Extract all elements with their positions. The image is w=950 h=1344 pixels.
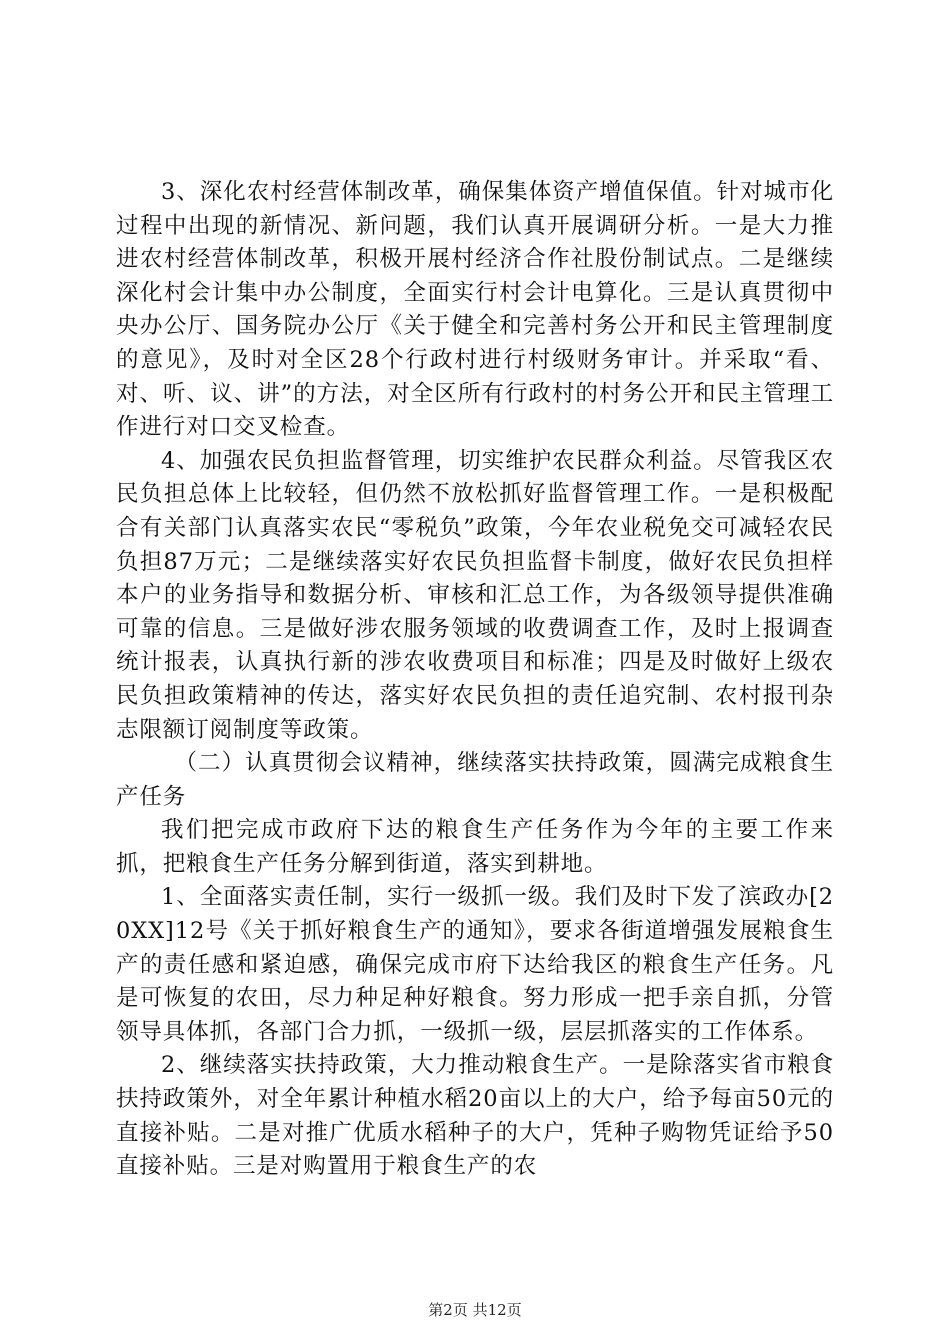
- document-body: [116, 176, 834, 1184]
- paragraph-item-3: 3、深化农村经营体制改革，确保集体资产增值保值。针对城市化过程中出现的新情况、新问题，我们认真开展调研分析。一是大力推进农村经营体制改革，积极开展村经济合作社股份制试点。二是继续深化村会计集中办公制度，全面实行村会计电算化。三是认真贯彻中央办公厅、国务院办公厅《关于健全和完善村务公开和民主管理制度的意见》，及时对全区28个行政村进行村级财务审计。并采取“看、对、听、议、讲”的方法，对全区所有行政村的村务公开和民主管理工作进行对口交叉检查。: [116, 179, 834, 441]
- paragraph-item-2: 2、继续落实扶持政策，大力推动粮食生产。一是除落实省市粮食扶持政策外，对全年累计种植水稻20亩以上的大户，给予每亩50元的直接补贴。二是对推广优质水稻种子的大户，凭种子购物凭证给予50直接补贴。三是对购置用于粮食生产的农: [116, 1052, 834, 1180]
- paragraph-item-4: 4、加强农民负担监督管理，切实维护农民群众利益。尽管我区农民负担总体上比较轻，但仍然不放松抓好监督管理工作。一是积极配合有关部门认真落实农民“零税负”政策，今年农业税免交可减轻农民负担87万元；二是继续落实好农民负担监督卡制度，做好农民负担样本户的业务指导和数据分析、审核和汇总工作，为各级领导提供准确可靠的信息。三是做好涉农服务领域的收费调查工作，及时上报调查统计报表，认真执行新的涉农收费项目和标准；四是及时做好上级农民负担政策精神的传达，落实好农民负担的责任追究制、农村报刊杂志限额订阅制度等政策。: [116, 447, 834, 743]
- section-heading: （二）认真贯彻会议精神，继续落实扶持政策，圆满完成粮食生产任务: [116, 750, 834, 810]
- paragraph-intro: 我们把完成市政府下达的粮食生产任务作为今年的主要工作来抓，把粮食生产任务分解到街道，落实到耕地。: [116, 817, 834, 877]
- paragraph-item-1: 1、全面落实责任制，实行一级抓一级。我们及时下发了滨政办[20XX]12号《关于抓好粮食生产的通知》，要求各街道增强发展粮食生产的责任感和紧迫感，确保完成市府下达给我区的粮食生产任务。凡是可恢复的农田，尽力种足种好粮食。努力形成一把手亲自抓，分管领导具体抓，各部门合力抓，一级抓一级，层层抓落实的工作体系。: [116, 884, 834, 1045]
- page-number-footer: 第2页 共12页: [428, 1301, 522, 1319]
